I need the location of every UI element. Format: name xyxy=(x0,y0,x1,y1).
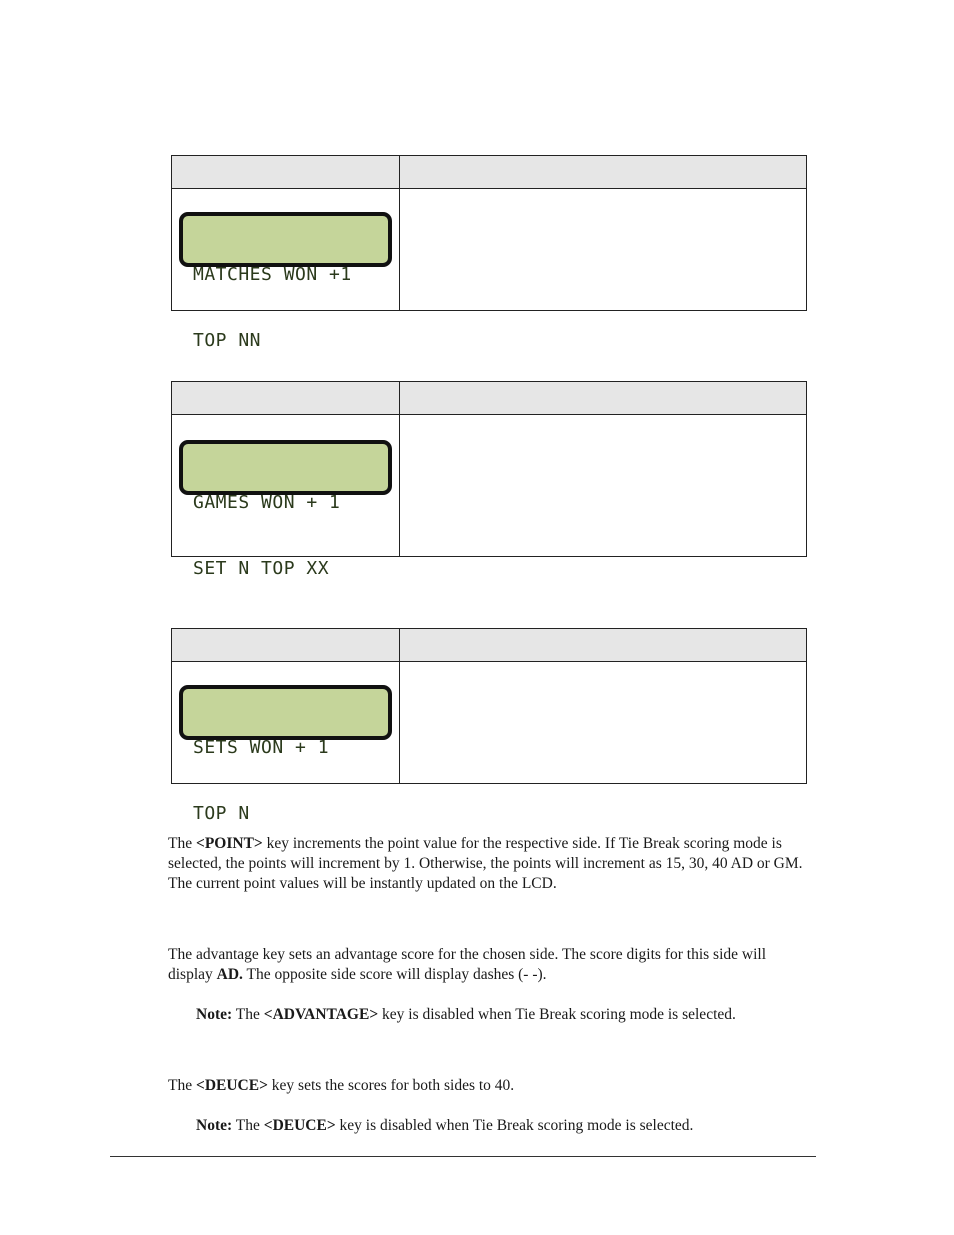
advantage-key-paragraph xyxy=(168,945,808,985)
deuce-key-label: <DEUCE> xyxy=(195,1077,268,1094)
text: The advantage key sets an advantage score for the chosen side. The score digits for this side will display xyxy=(168,946,766,983)
matches-won-table xyxy=(171,155,807,351)
point-key-paragraph xyxy=(168,834,808,894)
table-header xyxy=(172,382,806,415)
lcd-display xyxy=(179,440,392,579)
deuce-note xyxy=(196,1116,806,1136)
lcd-display xyxy=(179,685,392,824)
ad-label: AD. xyxy=(216,966,243,983)
text: key is disabled when Tie Break scoring mode is selected. xyxy=(335,1117,694,1134)
text: The xyxy=(168,1077,196,1094)
text: The xyxy=(168,835,196,852)
lcd-line-2: SET N TOP XX xyxy=(193,558,330,579)
lcd-line-1: GAMES WON + 1 xyxy=(193,492,341,513)
note-label: Note: xyxy=(196,1006,233,1023)
sets-won-table xyxy=(171,628,807,824)
text: The xyxy=(232,1117,264,1134)
lcd-line-1: SETS WON + 1 xyxy=(193,737,330,758)
text: The xyxy=(232,1006,264,1023)
lcd-display xyxy=(179,212,392,351)
games-won-table xyxy=(171,381,807,579)
advantage-note xyxy=(196,1005,806,1025)
text: key sets the scores for both sides to 40. xyxy=(267,1077,515,1094)
advantage-key-label: <ADVANTAGE> xyxy=(263,1006,379,1023)
lcd-line-2: TOP N xyxy=(193,803,250,824)
text: key is disabled when Tie Break scoring mode is selected. xyxy=(378,1006,736,1023)
table-header xyxy=(172,156,806,189)
lcd-line-1: MATCHES WON +1 xyxy=(193,264,352,285)
point-key-label: <POINT> xyxy=(195,835,263,852)
text: key increments the point value for the respective side. If Tie Break scoring mode is selected, the points will increment by 1. Otherwise, the points will increment as 15, 30, 40 AD or GM. The current point values will be instantly updated on the LCD. xyxy=(168,835,803,892)
table-header xyxy=(172,629,806,662)
text: The opposite side score will display dashes (- -). xyxy=(242,966,547,983)
footer-rule xyxy=(110,1156,816,1157)
lcd-line-2: TOP NN xyxy=(193,330,262,351)
note-label: Note: xyxy=(196,1117,233,1134)
deuce-key-paragraph xyxy=(168,1076,808,1096)
deuce-key-label: <DEUCE> xyxy=(263,1117,336,1134)
